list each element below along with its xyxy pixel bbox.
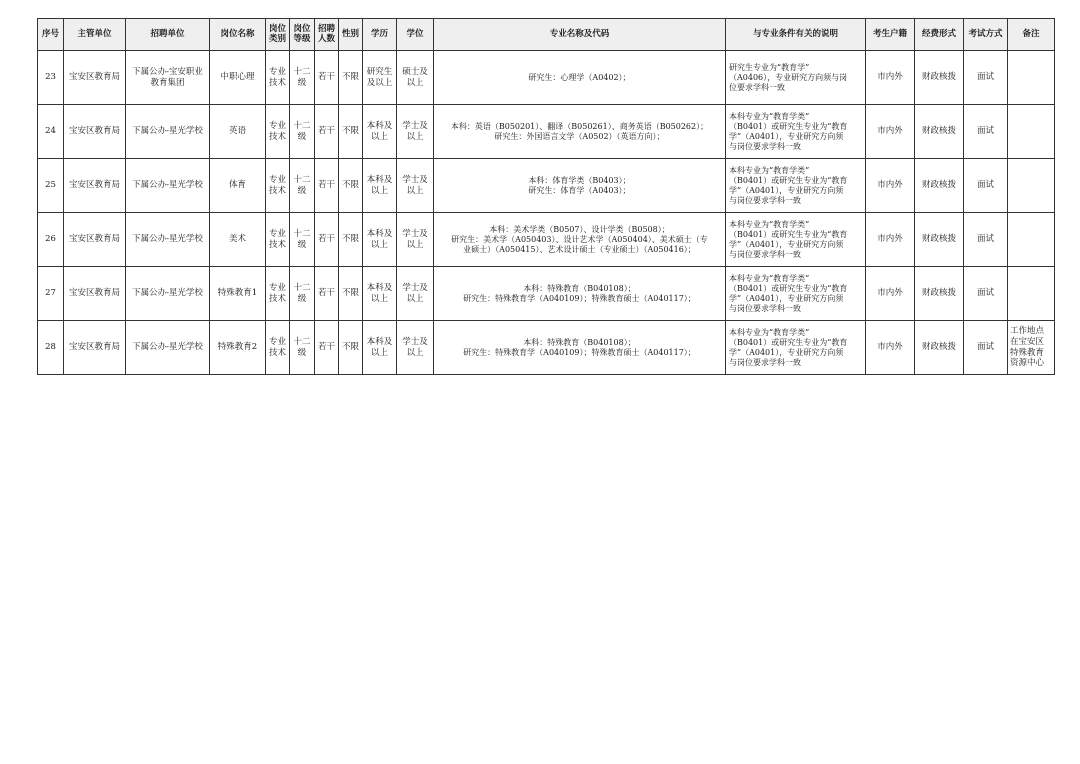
cell-note-line: 研究生专业为“教育学”: [729, 62, 810, 72]
cell-no: 25: [38, 159, 64, 213]
col-header-note: 与专业条件有关的说明: [726, 19, 866, 51]
col-header-no: 序号: [38, 19, 64, 51]
cell-no: 26: [38, 213, 64, 267]
col-header-remark: 备注: [1008, 19, 1055, 51]
cell-residence: 市内外: [866, 267, 915, 321]
cell-note-line: 学”（A0401），专业研究方向须: [729, 293, 844, 303]
col-header-education: 学历: [363, 19, 397, 51]
cell-note-line: 与岗位要求学科一致: [729, 195, 801, 205]
cell-dept: 宝安区教育局: [64, 159, 126, 213]
cell-exam: 面试: [964, 159, 1008, 213]
cell-remark: 工作地点在宝安区特殊教育资源中心: [1008, 321, 1055, 375]
cell-funding: 财政核拨: [915, 267, 964, 321]
cell-category: 专业技术: [266, 105, 290, 159]
cell-post: 美术: [210, 213, 266, 267]
cell-residence: 市内外: [866, 321, 915, 375]
cell-residence: 市内外: [866, 159, 915, 213]
cell-count: 若干: [315, 51, 339, 105]
cell-no: 23: [38, 51, 64, 105]
cell-remark: [1008, 105, 1055, 159]
cell-note-line: 本科专业为“教育学类”: [729, 327, 810, 337]
cell-exam: 面试: [964, 213, 1008, 267]
cell-note-line: （B0401）或研究生专业为“教育: [729, 337, 848, 347]
cell-major-line: 研究生：美术学（A050403）、设计艺术学（A050404）、美术硕士（专: [451, 234, 708, 244]
cell-degree: 学士及以上: [397, 267, 434, 321]
cell-grade: 十二级: [290, 51, 315, 105]
cell-no: 24: [38, 105, 64, 159]
cell-note-line: （B0401）或研究生专业为“教育: [729, 121, 848, 131]
cell-note: [726, 105, 866, 159]
recruitment-table: [37, 18, 1055, 375]
cell-gender: 不限: [339, 213, 363, 267]
cell-major-line: 本科：英语（B050201）、翻译（B050261）、商务英语（B050262）；: [450, 121, 709, 131]
cell-gender: 不限: [339, 321, 363, 375]
cell-unit: 下属公办-星光学校: [126, 159, 210, 213]
cell-note-line: 本科专业为“教育学类”: [729, 111, 810, 121]
cell-note: [726, 213, 866, 267]
cell-major: [434, 213, 726, 267]
cell-funding: 财政核拨: [915, 105, 964, 159]
cell-grade: 十二级: [290, 213, 315, 267]
cell-note: [726, 321, 866, 375]
cell-degree: 学士及以上: [397, 321, 434, 375]
cell-degree: 硕士及以上: [397, 51, 434, 105]
col-header-post: 岗位名称: [210, 19, 266, 51]
cell-grade: 十二级: [290, 105, 315, 159]
cell-note-line: 与岗位要求学科一致: [729, 303, 801, 313]
cell-post: 体育: [210, 159, 266, 213]
cell-exam: 面试: [964, 267, 1008, 321]
cell-post: 英语: [210, 105, 266, 159]
cell-major: [434, 159, 726, 213]
cell-unit: 下属公办-星光学校: [126, 213, 210, 267]
cell-unit: 下属公办-星光学校: [126, 267, 210, 321]
cell-note-line: 学”（A0401），专业研究方向须: [729, 239, 844, 249]
col-header-degree: 学位: [397, 19, 434, 51]
table-row: [38, 51, 1055, 105]
cell-note: [726, 267, 866, 321]
cell-no: 28: [38, 321, 64, 375]
table-row: [38, 321, 1055, 375]
cell-education: 本科及以上: [363, 105, 397, 159]
cell-major-line: 本科：特殊教育（B040108）；: [523, 283, 636, 293]
cell-category: 专业技术: [266, 159, 290, 213]
cell-dept: 宝安区教育局: [64, 321, 126, 375]
table-row: [38, 213, 1055, 267]
cell-note-line: 学”（A0401），专业研究方向须: [729, 131, 844, 141]
cell-note-line: 位要求学科一致: [729, 82, 785, 92]
cell-residence: 市内外: [866, 105, 915, 159]
cell-note-line: 本科专业为“教育学类”: [729, 219, 810, 229]
cell-count: 若干: [315, 321, 339, 375]
cell-category: 专业技术: [266, 267, 290, 321]
cell-major-line: 本科：美术学类（B0507）、设计学类（B0508）；: [489, 224, 670, 234]
cell-category: 专业技术: [266, 321, 290, 375]
table-header: [38, 19, 1055, 51]
cell-gender: 不限: [339, 159, 363, 213]
cell-post: 特殊教育2: [210, 321, 266, 375]
cell-note-line: 与岗位要求学科一致: [729, 141, 801, 151]
cell-major-line: 本科：体育学类（B0403）；: [528, 175, 631, 185]
cell-education: 本科及以上: [363, 159, 397, 213]
col-header-count: 招聘人数: [315, 19, 339, 51]
cell-note-line: 本科专业为“教育学类”: [729, 165, 810, 175]
cell-unit: 下属公办-星光学校: [126, 105, 210, 159]
cell-gender: 不限: [339, 105, 363, 159]
cell-major-line: 业硕士）（A050415）、艺术设计硕士（专业硕士）（A050416）；: [463, 244, 696, 254]
cell-note-line: 学”（A0401），专业研究方向须: [729, 185, 844, 195]
table-row: [38, 105, 1055, 159]
cell-funding: 财政核拨: [915, 159, 964, 213]
cell-note-line: 学”（A0401），专业研究方向须: [729, 347, 844, 357]
cell-unit: 下属公办-宝安职业教育集团: [126, 51, 210, 105]
cell-dept: 宝安区教育局: [64, 267, 126, 321]
cell-no: 27: [38, 267, 64, 321]
cell-education: 本科及以上: [363, 267, 397, 321]
cell-major-line: 本科：特殊教育（B040108）；: [523, 337, 636, 347]
cell-dept: 宝安区教育局: [64, 51, 126, 105]
col-header-residence: 考生户籍: [866, 19, 915, 51]
cell-count: 若干: [315, 105, 339, 159]
table-row: [38, 267, 1055, 321]
cell-residence: 市内外: [866, 51, 915, 105]
cell-note-line: （B0401）或研究生专业为“教育: [729, 229, 848, 239]
cell-note-line: 与岗位要求学科一致: [729, 249, 801, 259]
header-row: [38, 19, 1055, 51]
cell-remark: [1008, 51, 1055, 105]
cell-category: 专业技术: [266, 51, 290, 105]
cell-major: [434, 105, 726, 159]
table-row: [38, 159, 1055, 213]
cell-major-line: 研究生：心理学（A0402）；: [528, 72, 631, 82]
cell-degree: 学士及以上: [397, 105, 434, 159]
col-header-category: 岗位类别: [266, 19, 290, 51]
col-header-exam: 考试方式: [964, 19, 1008, 51]
cell-note-line: 本科专业为“教育学类”: [729, 273, 810, 283]
cell-count: 若干: [315, 267, 339, 321]
cell-education: 研究生及以上: [363, 51, 397, 105]
cell-exam: 面试: [964, 51, 1008, 105]
cell-category: 专业技术: [266, 213, 290, 267]
cell-major-line: 研究生：特殊教育学（A040109）；特殊教育硕士（A040117）；: [463, 293, 696, 303]
table-body: [38, 51, 1055, 375]
cell-education: 本科及以上: [363, 321, 397, 375]
cell-note-line: （B0401）或研究生专业为“教育: [729, 283, 848, 293]
cell-note: [726, 159, 866, 213]
cell-major-line: 研究生：外国语言文学（A0502）（英语方向）；: [494, 131, 665, 141]
cell-remark: [1008, 267, 1055, 321]
cell-dept: 宝安区教育局: [64, 105, 126, 159]
cell-residence: 市内外: [866, 213, 915, 267]
col-header-major: 专业名称及代码: [434, 19, 726, 51]
cell-grade: 十二级: [290, 267, 315, 321]
col-header-unit: 招聘单位: [126, 19, 210, 51]
cell-major: [434, 267, 726, 321]
cell-major: [434, 51, 726, 105]
cell-grade: 十二级: [290, 159, 315, 213]
cell-exam: 面试: [964, 105, 1008, 159]
cell-funding: 财政核拨: [915, 213, 964, 267]
cell-remark: [1008, 213, 1055, 267]
cell-note: [726, 51, 866, 105]
cell-exam: 面试: [964, 321, 1008, 375]
cell-major-line: 研究生：特殊教育学（A040109）；特殊教育硕士（A040117）；: [463, 347, 696, 357]
cell-dept: 宝安区教育局: [64, 213, 126, 267]
cell-post: 中职心理: [210, 51, 266, 105]
cell-degree: 学士及以上: [397, 159, 434, 213]
cell-major: [434, 321, 726, 375]
cell-note-line: （A0406），专业研究方向须与岗: [729, 72, 848, 82]
cell-funding: 财政核拨: [915, 321, 964, 375]
cell-note-line: （B0401）或研究生专业为“教育: [729, 175, 848, 185]
cell-gender: 不限: [339, 51, 363, 105]
col-header-gender: 性别: [339, 19, 363, 51]
cell-count: 若干: [315, 159, 339, 213]
cell-education: 本科及以上: [363, 213, 397, 267]
cell-degree: 学士及以上: [397, 213, 434, 267]
col-header-funding: 经费形式: [915, 19, 964, 51]
cell-count: 若干: [315, 213, 339, 267]
cell-major-line: 研究生：体育学（A0403）；: [528, 185, 631, 195]
cell-unit: 下属公办-星光学校: [126, 321, 210, 375]
cell-remark: [1008, 159, 1055, 213]
cell-post: 特殊教育1: [210, 267, 266, 321]
cell-note-line: 与岗位要求学科一致: [729, 357, 801, 367]
col-header-dept: 主管单位: [64, 19, 126, 51]
cell-funding: 财政核拨: [915, 51, 964, 105]
col-header-grade: 岗位等级: [290, 19, 315, 51]
cell-gender: 不限: [339, 267, 363, 321]
cell-grade: 十二级: [290, 321, 315, 375]
